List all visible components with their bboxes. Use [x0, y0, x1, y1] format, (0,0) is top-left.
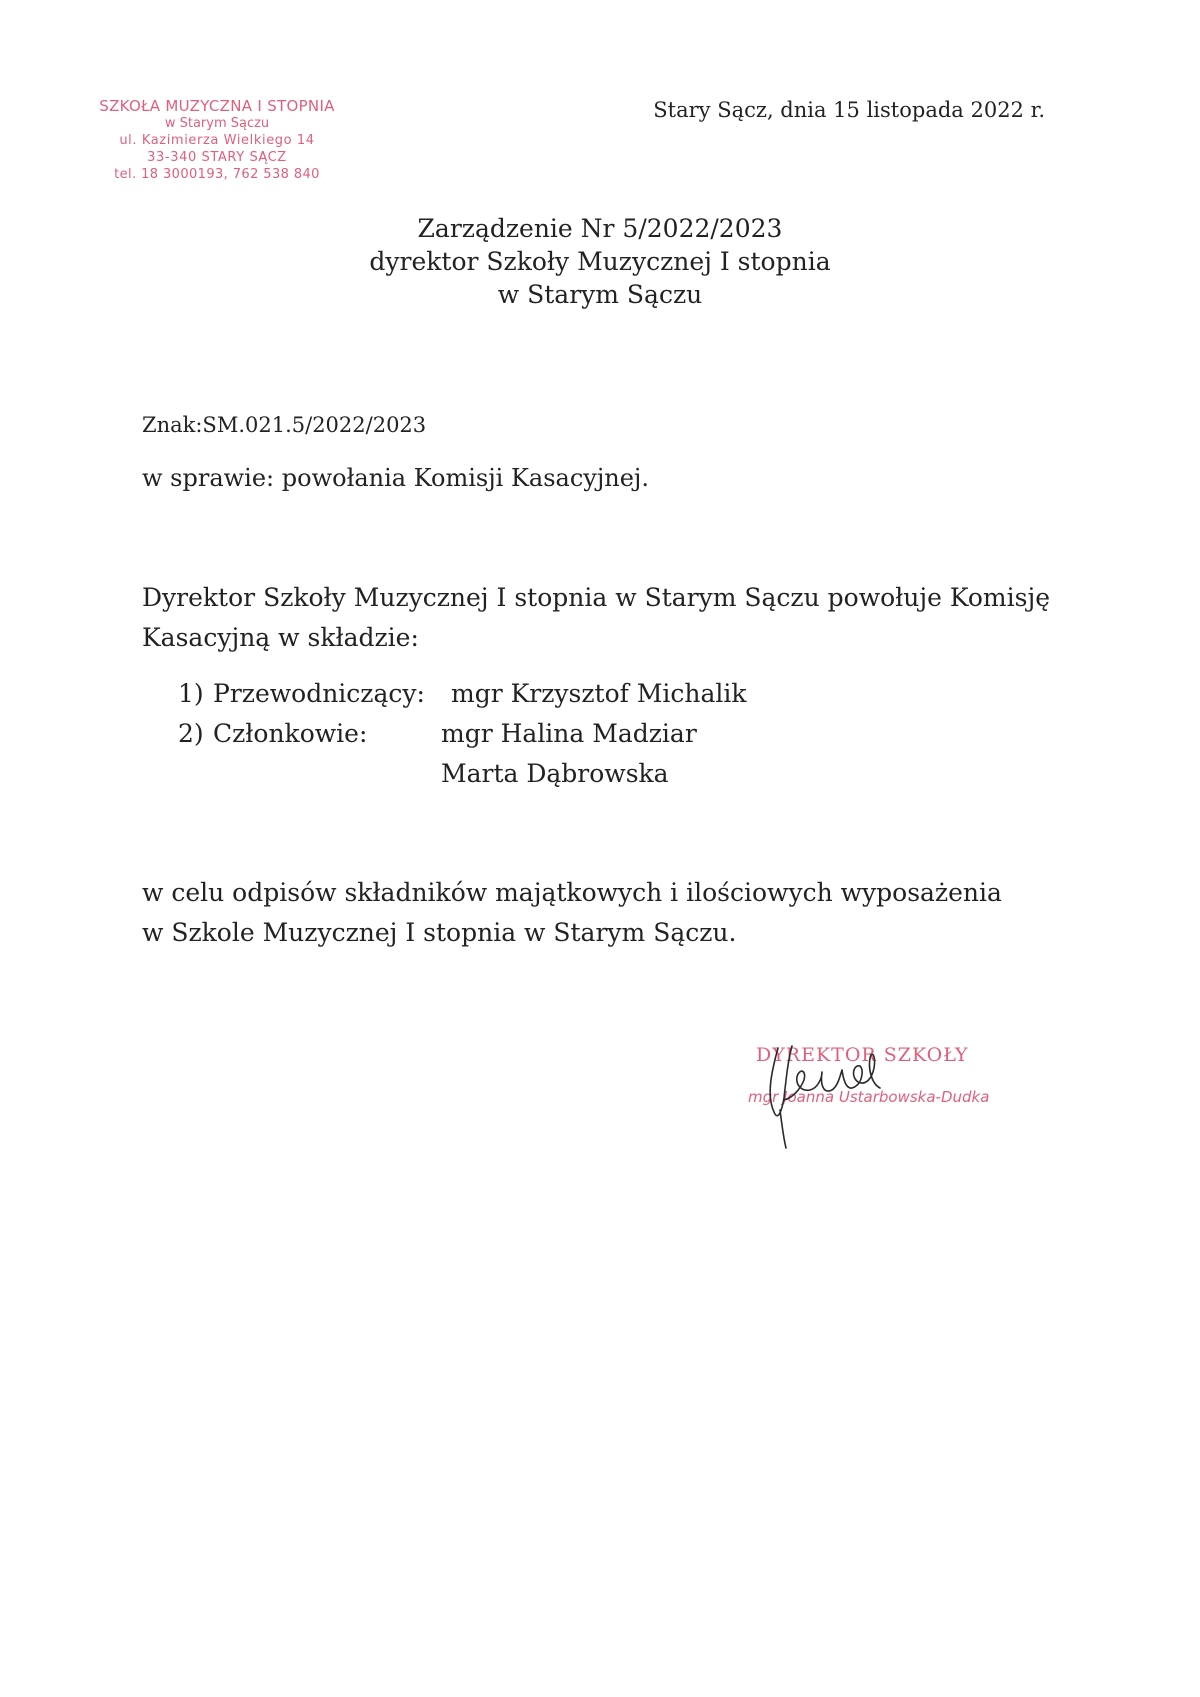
member-number: 2): [178, 719, 204, 748]
place-and-date: Stary Sącz, dnia 15 listopada 2022 r.: [653, 98, 1045, 122]
member-name: mgr Krzysztof Michalik: [451, 679, 747, 708]
member-name: mgr Halina Madziar: [441, 719, 697, 748]
subject-line: w sprawie: powołania Komisji Kasacyjnej.: [142, 464, 649, 492]
stamp-phone: tel. 18 3000193, 762 538 840: [114, 167, 320, 182]
reference-number: Znak:SM.021.5/2022/2023: [142, 413, 427, 437]
member-role: Członkowie:: [213, 719, 368, 748]
director-stamp-name: mgr Joanna Ustarbowska-Dudka: [748, 1088, 990, 1106]
intro-paragraph: Dyrektor Szkoły Muzycznej I stopnia w Starym Sączu powołuje Komisję Kasacyjną w składzie:: [142, 583, 1050, 652]
member-number: [178, 754, 213, 794]
school-stamp: [72, 98, 362, 183]
title-line-2: dyrektor Szkoły Muzycznej I stopnia: [369, 247, 831, 276]
purpose-paragraph: [142, 873, 1072, 953]
director-stamp-title: DYREKTOR SZKOŁY: [756, 1044, 969, 1066]
stamp-postcode: 33-340 STARY SĄCZ: [147, 150, 287, 165]
member-number: 1): [178, 679, 204, 708]
director-stamp: [748, 1040, 988, 1150]
title-line-3: w Starym Sączu: [497, 280, 703, 309]
commission-members-list: [178, 674, 747, 794]
list-item: [178, 714, 747, 754]
document-title: [0, 212, 1200, 311]
stamp-street: ul. Kazimierza Wielkiego 14: [119, 133, 315, 148]
purpose-line-2: w Szkole Muzycznej I stopnia w Starym Sączu.: [142, 918, 737, 947]
stamp-town: w Starym Sączu: [164, 116, 270, 131]
member-role: Przewodniczący:: [213, 679, 425, 708]
list-item: [178, 754, 747, 794]
stamp-school-name: SZKOŁA MUZYCZNA I STOPNIA: [99, 97, 335, 115]
handwritten-signature-icon: [748, 1040, 988, 1150]
title-line-1: Zarządzenie Nr 5/2022/2023: [417, 214, 783, 243]
member-name: Marta Dąbrowska: [441, 759, 669, 788]
member-role: [213, 754, 441, 794]
list-item: [178, 674, 747, 714]
purpose-line-1: w celu odpisów składników majątkowych i ilościowych wyposażenia: [142, 878, 1002, 907]
